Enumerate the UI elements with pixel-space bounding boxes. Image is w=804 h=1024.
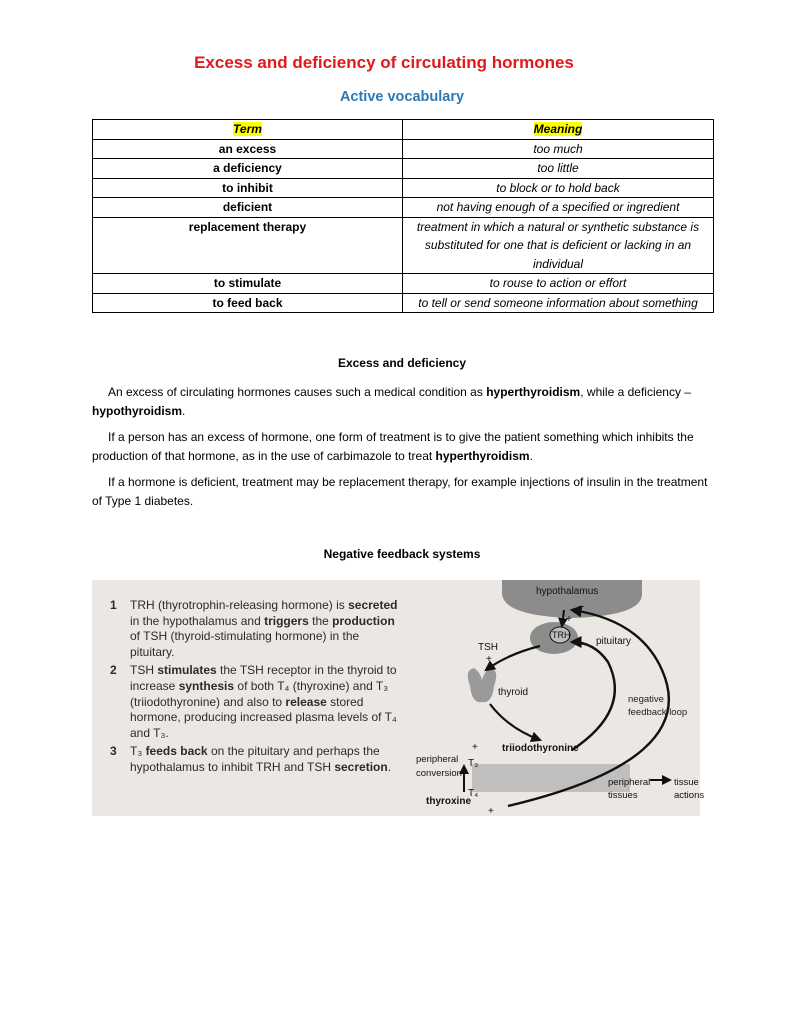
thyroid-label: thyroid [498, 687, 529, 698]
minus-sign-1: − [578, 601, 585, 613]
table-header-row [93, 120, 714, 140]
peripheral-conversion-label-1: peripheral [416, 754, 459, 765]
table-row [93, 198, 714, 218]
header-meaning: Meaning [403, 120, 714, 140]
meaning-cell: too little [403, 159, 714, 179]
figure-step: 1 TRH (thyrotrophin-releasing hormone) is secreted in the hypothalamus and triggers the production of TSH (thyroid-stimulating hormone) in the pituitary. [110, 598, 398, 659]
t4-label: T₄ [468, 788, 479, 799]
figure-step: 3 T₃ feeds back on the pituitary and perhaps the hypothalamus to inhibit TRH and TSH secretion. [110, 744, 392, 774]
figure-step: 2 TSH stimulates the TSH receptor in the thyroid to increase synthesis of both T₄ (thyroxine) and T₃ (triiodothyronine) and also to release stored hormone, producing increased plasma levels of T₄ and T₃. [110, 663, 397, 740]
feedback-figure [92, 580, 705, 817]
tsh-label: TSH [478, 642, 498, 653]
section-heading-excess: Excess and deficiency [337, 356, 467, 370]
table-row [93, 217, 714, 274]
paragraph-2: If a person has an excess of hormone, one form of treatment is to give the patient something which inhibits the production of that hormone, as in the use of carbimazole to treat hyperthyroidism. [92, 430, 694, 463]
vocabulary-table [92, 119, 714, 313]
figure-steps [102, 598, 402, 779]
hypothalamus-label: hypothalamus [536, 586, 599, 597]
term-cell: an excess [93, 139, 403, 159]
term-cell: deficient [93, 198, 403, 218]
table-row [93, 274, 714, 294]
tissue-label: tissue [674, 777, 699, 788]
trh-label: TRH [552, 630, 571, 640]
triiodothyronine-label: triiodothyronine [502, 743, 579, 754]
plus-sign-3: + [472, 742, 478, 753]
t3-label: T₃ [468, 758, 479, 769]
plus-sign-4: + [488, 806, 494, 817]
table-row [93, 293, 714, 313]
table-row [93, 139, 714, 159]
feedback-loop-label: feedback loop [628, 707, 688, 718]
meaning-cell: to block or to hold back [403, 178, 714, 198]
peripheral-tissues-band [472, 764, 630, 792]
term-cell: to inhibit [93, 178, 403, 198]
table-row [93, 178, 714, 198]
term-cell: replacement therapy [93, 217, 403, 274]
meaning-cell: too much [403, 139, 714, 159]
paragraph-1: An excess of circulating hormones causes such a medical condition as hyperthyroidism, while a deficiency – hypothyroidism. [92, 385, 691, 418]
plus-sign-2: + [486, 654, 492, 665]
plus-sign-1: + [566, 614, 572, 625]
meaning-cell: not having enough of a specified or ingredient [403, 198, 714, 218]
feedback-diagram [412, 580, 705, 817]
peripheral-tissues-label-2: tissues [608, 790, 638, 801]
header-term: Term [93, 120, 403, 140]
meaning-cell: to rouse to action or effort [403, 274, 714, 294]
peripheral-conversion-label-2: conversion [416, 768, 462, 779]
meaning-cell: to tell or send someone information about something [403, 293, 714, 313]
term-cell: a deficiency [93, 159, 403, 179]
thyroxine-label: thyroxine [426, 796, 472, 807]
arrow-feedback-inner [572, 642, 615, 750]
meaning-cell: treatment in which a natural or synthetic substance is substituted for one that is deficient or lacking in an individual [403, 217, 714, 274]
negative-label: negative [628, 694, 664, 705]
term-cell: to stimulate [93, 274, 403, 294]
peripheral-tissues-label-1: peripheral [608, 777, 651, 788]
arrow-thyroid-to-triiodothyronine [490, 704, 540, 740]
section-subtitle: Active vocabulary [339, 89, 465, 105]
thyroid-shape [468, 668, 497, 702]
actions-label: actions [674, 790, 705, 801]
pituitary-label: pituitary [596, 636, 632, 647]
section-heading-feedback: Negative feedback systems [323, 547, 481, 561]
page-title: Excess and deficiency of circulating hormones [194, 53, 574, 72]
table-row [93, 159, 714, 179]
paragraph-3: If a hormone is deficient, treatment may be replacement therapy, for example injections of insulin in the treatment of Type 1 diabetes. [92, 475, 708, 508]
term-cell: to feed back [93, 293, 403, 313]
minus-sign-2: − [578, 639, 585, 651]
